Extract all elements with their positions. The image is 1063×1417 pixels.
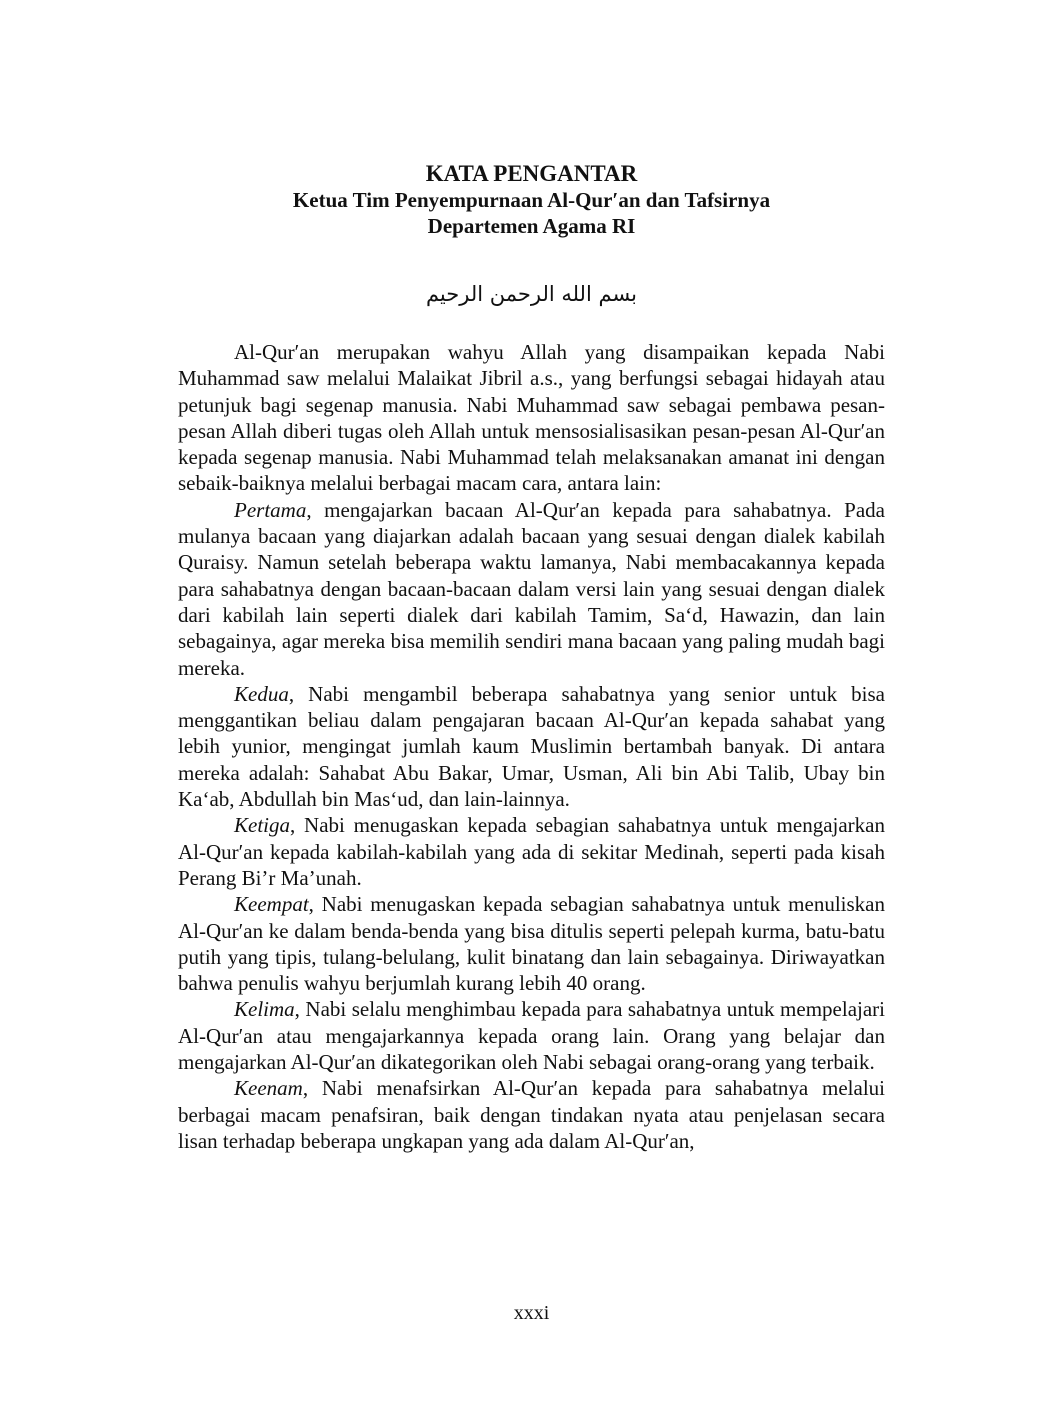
paragraph-text: , Nabi menafsirkan Al-Qur′an kepada para sahabatnya melalui berbagai macam penafsiran, baik dengan tindakan nyata atau penjelasan secara lisan terhadap beberapa ungkapan yang ada dalam Al-Qur′an, (178, 1076, 885, 1153)
basmala-text: بسم الله الرحمن الرحيم (425, 282, 638, 306)
paragraph-lead: Keenam (234, 1076, 303, 1101)
paragraph-pertama (178, 497, 885, 681)
paragraph-kelima (178, 996, 885, 1075)
paragraph-text: , Nabi menugaskan kepada sebagian sahabatnya untuk mengajarkan Al-Qur′an kepada kabilah-kabilah yang ada di sekitar Medinah, seperti pada kisah Perang Bi’r Ma’unah. (178, 813, 885, 890)
page-title: KATA PENGANTAR (425, 161, 638, 186)
paragraph-lead: Pertama (234, 497, 307, 522)
paragraph-text: , Nabi menugaskan kepada sebagian sahabatnya untuk menuliskan Al-Qur′an ke dalam benda-benda yang bisa ditulis seperti pelepah kurma, batu-batu putih yang tipis, tulang-belulang, kulit binatang dan lain sebagainya. Diriwayatkan bahwa penulis wahyu berjumlah kurang lebih 40 orang. (178, 892, 885, 996)
paragraph-kedua (178, 681, 885, 812)
paragraph-keenam (178, 1075, 885, 1154)
paragraph-text: , mengajarkan bacaan Al-Qur′an kepada para sahabatnya. Pada mulanya bacaan yang diajarkan adalah bacaan yang sesuai dengan dialek kabilah Quraisy. Namun setelah beberapa waktu lamanya, Nabi membacakannya kepada para sahabatnya dengan bacaan-bacaan dalam versi lain yang sesuai dengan dialek dari kabilah lain seperti dialek dari kabilah Tamim, Sa‘d, Hawazin, dan lain sebagainya, agar mereka bisa memilih sendiri mana bacaan yang paling mudah bagi mereka. (178, 497, 885, 680)
paragraph-text: , Nabi mengambil beberapa sahabatnya yang senior untuk bisa menggantikan beliau dalam pengajaran bacaan Al-Qur′an kepada sahabat yang lebih yunior, mengingat jumlah kaum Muslimin bertambah banyak. Di antara mereka adalah: Sahabat Abu Bakar, Umar, Usman, Ali bin Abi Talib, Ubay bin Ka‘ab, Abdullah bin Mas‘ud, dan lain-lainnya. (178, 681, 885, 812)
page-subtitle-line-1: Ketua Tim Penyempurnaan Al-Qur′an dan Tafsirnya (292, 188, 771, 212)
body-text (178, 339, 885, 1154)
paragraph-keempat (178, 891, 885, 996)
paragraph-intro (178, 339, 885, 497)
paragraph-lead: Kedua (234, 681, 289, 706)
paragraph-ketiga (178, 812, 885, 891)
paragraph-lead: Keempat (234, 892, 309, 917)
page-number: xxxi (513, 1302, 550, 1324)
document-header (178, 160, 885, 239)
paragraph-text: , Nabi selalu menghimbau kepada para sahabatnya untuk mempelajari Al-Qur′an atau mengajarkannya kepada orang lain. Orang yang belajar dan mengajarkan Al-Qur′an dikategorikan oleh Nabi sebagai orang-orang yang terbaik. (178, 997, 885, 1075)
page-content (178, 150, 885, 1154)
page-subtitle-line-2: Departemen Agama RI (427, 214, 636, 238)
paragraph-lead: Ketiga (234, 813, 290, 838)
paragraph-text: Al-Qur′an merupakan wahyu Allah yang disampaikan kepada Nabi Muhammad saw melalui Malaikat Jibril a.s., yang berfungsi sebagai hidayah atau petunjuk bagi segenap manusia. Nabi Muhammad saw sebagai pembawa pesan-pesan Allah diberi tugas oleh Allah untuk mensosialisasikan pesan-pesan Al-Qur′an kepada segenap manusia. Nabi Muhammad telah melaksanakan amanat ini dengan sebaik-baiknya melalui berbagai macam cara, antara lain: (178, 340, 885, 496)
paragraph-lead: Kelima (234, 997, 295, 1022)
